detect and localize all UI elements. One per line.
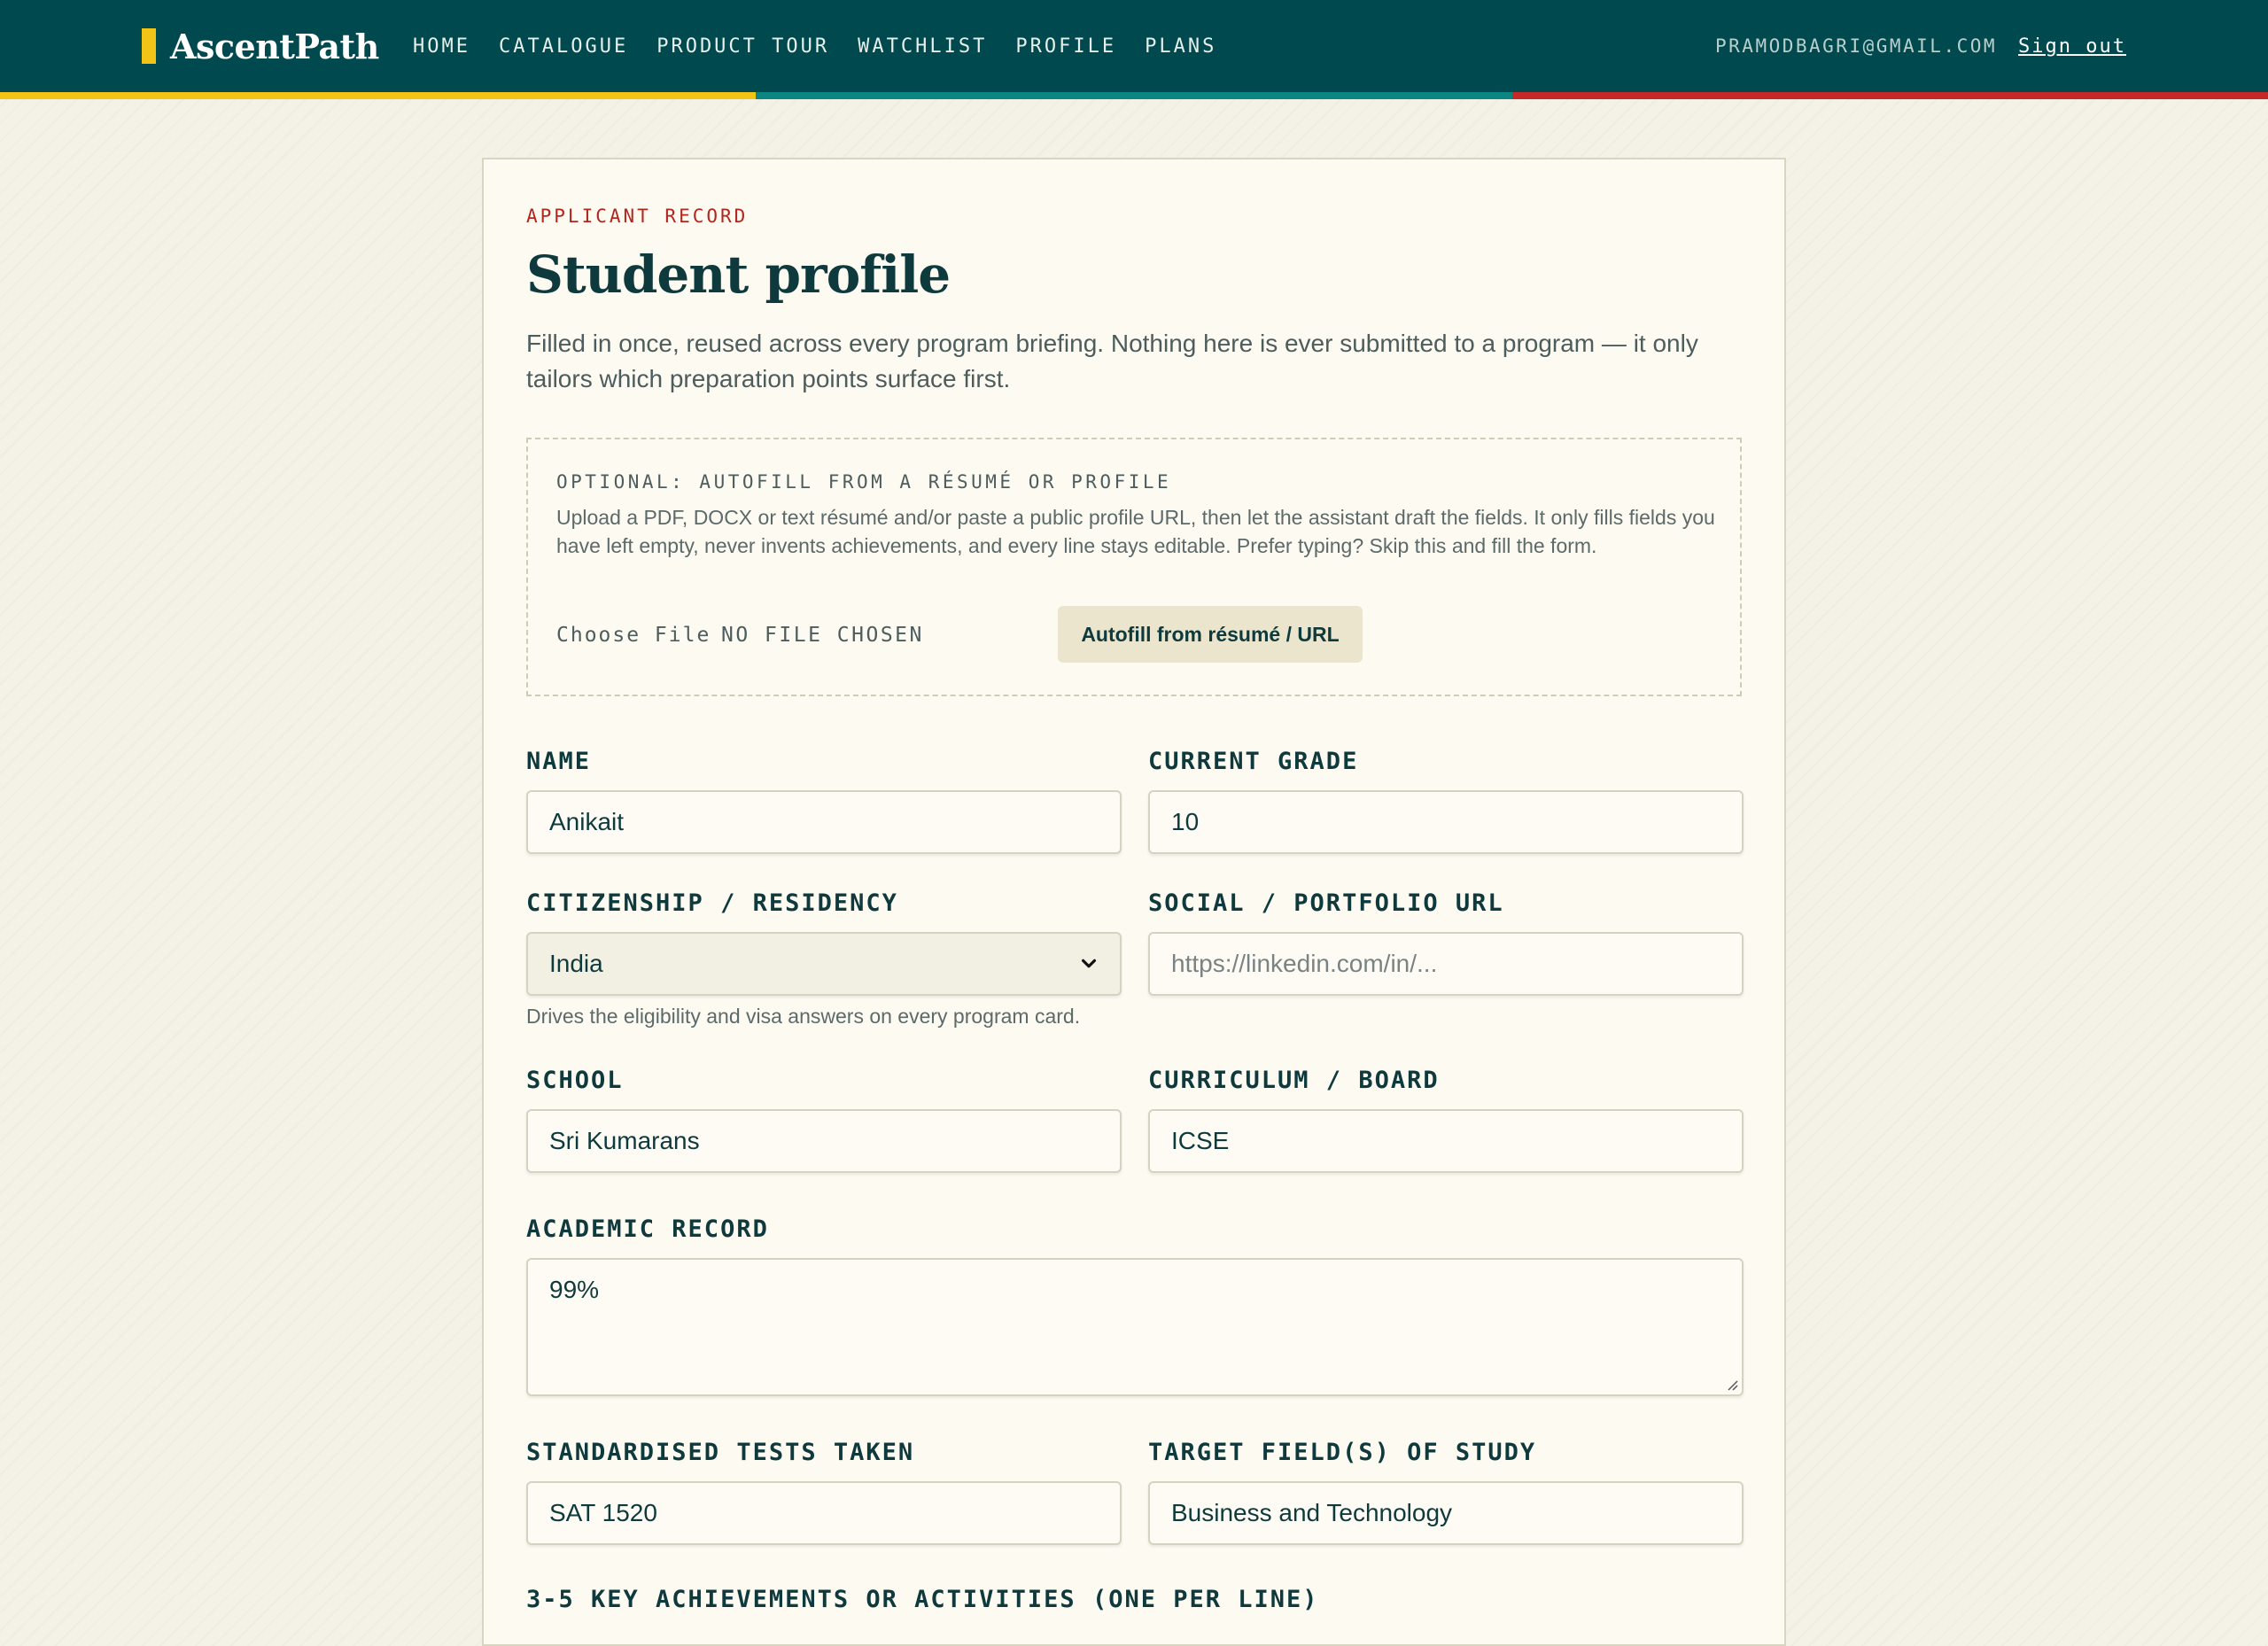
tests-label: STANDARDISED TESTS TAKEN [526,1439,915,1466]
autofill-description: Upload a PDF, DOCX or text résumé and/or paste a public profile URL, then let the assistant draft the fields. It only fills fields you have left empty, never invents achievements, and every line stays editable. Prefer typing? Skip this and fill the form. [556,506,1715,557]
nav-product-tour[interactable]: PRODUCT TOUR [656,35,830,58]
social-label: SOCIAL / PORTFOLIO URL [1148,889,1504,917]
stripe-red [1512,92,2268,99]
autofill-button[interactable]: Autofill from résumé / URL [1058,606,1363,663]
achievements-label: 3-5 KEY ACHIEVEMENTS OR ACTIVITIES (ONE PER LINE) [526,1586,1319,1613]
page-description: Filled in once, reused across every program briefing. Nothing here is ever submitted to a program — it only tailors which preparation points surface first. [526,330,1698,392]
target-field-label: TARGET FIELD(S) OF STUDY [1148,1439,1537,1466]
grade-input[interactable]: 10 [1148,790,1744,854]
grade-label: CURRENT GRADE [1148,748,1359,775]
citizenship-hint: Drives the eligibility and visa answers on every program card. [526,1005,1081,1028]
page-title: Student profile [526,245,951,305]
nav-profile[interactable]: PROFILE [1015,35,1117,58]
academic-label: ACADEMIC RECORD [526,1215,769,1243]
autofill-panel [526,438,1742,696]
brand-mark-icon [142,28,156,64]
main-nav [413,0,1245,92]
brand-name: AscentPath [170,26,379,66]
citizenship-label: CITIZENSHIP / RESIDENCY [526,889,898,917]
name-label: NAME [526,748,592,775]
curriculum-label: CURRICULUM / BOARD [1148,1067,1440,1094]
stripe-yellow [0,92,756,99]
name-input[interactable]: Anikait [526,790,1122,854]
stripe-teal [756,92,1511,99]
autofill-heading: OPTIONAL: AUTOFILL FROM A RÉSUMÉ OR PROFILE [556,471,1172,493]
nav-plans[interactable]: PLANS [1145,35,1217,58]
nav-watchlist[interactable]: WATCHLIST [858,35,988,58]
eyebrow-label: APPLICANT RECORD [526,206,749,227]
citizenship-selected-value: India [549,950,603,977]
brand[interactable] [142,0,379,92]
social-url-input[interactable]: https://linkedin.com/in/... [1148,932,1744,996]
account-email: PRAMODBAGRI@GMAIL.COM [1715,35,1998,57]
target-field-input[interactable]: Business and Technology [1148,1481,1744,1545]
academic-record-textarea[interactable] [526,1258,1744,1396]
school-label: SCHOOL [526,1067,624,1094]
chevron-down-icon [1079,954,1099,974]
choose-file-button[interactable]: Choose File [556,624,711,647]
tests-input[interactable]: SAT 1520 [526,1481,1122,1545]
top-nav-bar [0,0,2268,92]
profile-card [482,158,1786,1646]
citizenship-select[interactable] [526,932,1122,996]
file-status: NO FILE CHOSEN [721,624,924,647]
header-color-stripe [0,92,2268,99]
nav-home[interactable]: HOME [413,35,470,58]
sign-out-link[interactable]: Sign out [2018,35,2126,58]
curriculum-input[interactable]: ICSE [1148,1109,1744,1173]
resize-handle-icon[interactable] [1726,1378,1738,1391]
academic-record-value: 99% [549,1276,600,1303]
nav-catalogue[interactable]: CATALOGUE [498,35,629,58]
account-area [1715,0,2126,92]
school-input[interactable]: Sri Kumarans [526,1109,1122,1173]
